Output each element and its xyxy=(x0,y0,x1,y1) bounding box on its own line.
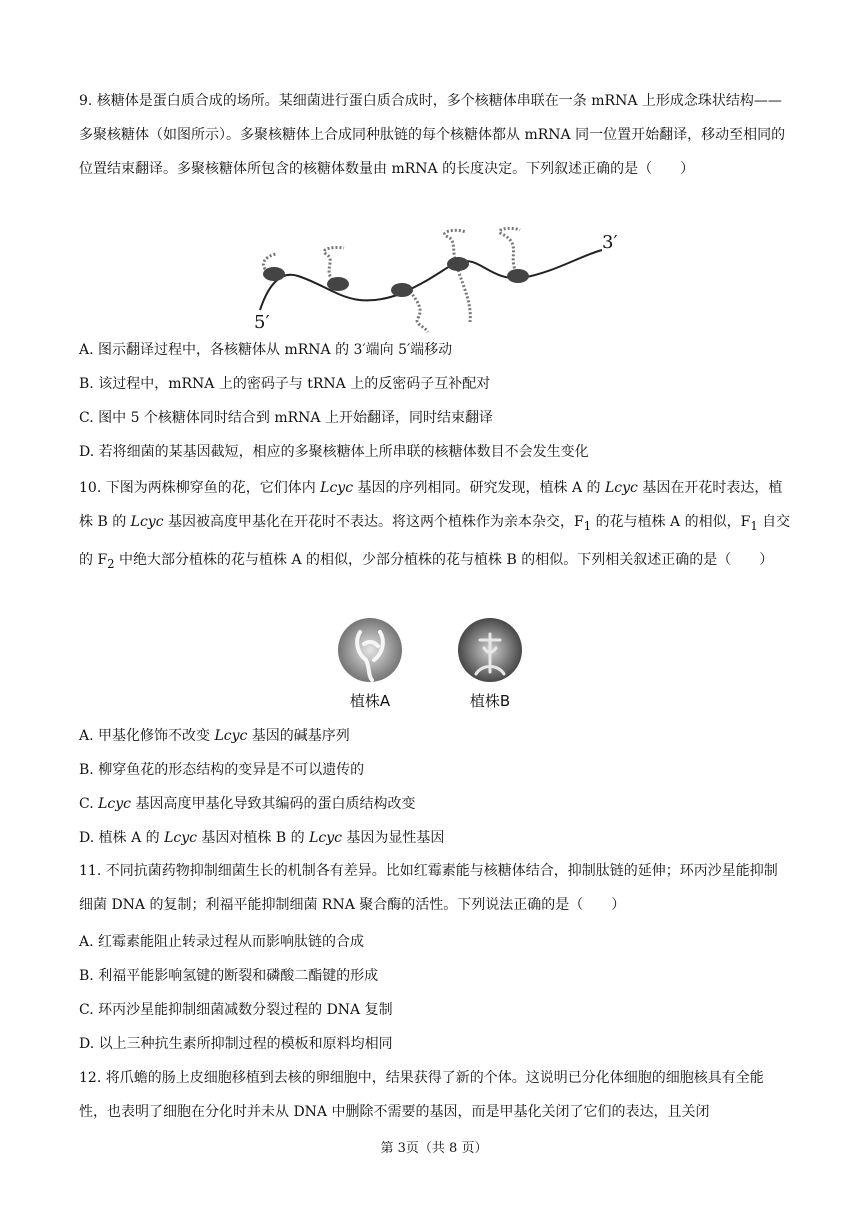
peptide-chain-2 xyxy=(324,247,344,280)
page-number-footer: 第 3页（共 8 页） xyxy=(380,1141,488,1156)
question-9-stem: 9. 核糖体是蛋白质合成的场所。某细菌进行蛋白质合成时，多个核糖体串联在一条 mRNA 上形成念珠状结构——多聚核糖体（如图所示）。多聚核糖体上合成同种肽链的每个核糖体都从 mRNA 同一位置开始翻译，移动至相同的位置结束翻译。多聚核糖体所包含的核糖体数量由 mRNA 的长度决定。下列叙述正确的是（ ） xyxy=(79,93,786,177)
question-9-option-a: A. 图示翻译过程中，各核糖体从 mRNA 的 3′端向 5′端移动 xyxy=(79,342,453,358)
question-10-option-b: B. 柳穿鱼花的形态结构的变异是不可以遗传的 xyxy=(79,762,365,778)
question-10-option-a: A. 甲基化修饰不改变 Lcyc 基因的碱基序列 xyxy=(79,728,350,744)
question-9-option-c: C. 图中 5 个核糖体同时结合到 mRNA 上开始翻译，同时结束翻译 xyxy=(79,410,493,426)
label-5-prime: 5′ xyxy=(254,312,270,333)
question-11-stem: 11. 不同抗菌药物抑制细菌生长的机制各有差异。比如红霉素能与核糖体结合，抑制肽链的延伸；环丙沙星能抑制细菌 DNA 的复制；利福平能抑制细菌 RNA 聚合酶的活性。下列说法正确的是（ ） xyxy=(79,863,778,913)
polyribosome-figure xyxy=(240,226,640,334)
question-11-option-c: C. 环丙沙星能抑制细菌减数分裂过程的 DNA 复制 xyxy=(79,1002,393,1018)
flower-a-label: 植株A xyxy=(349,692,391,710)
peptide-chain-5 xyxy=(458,270,470,322)
ribosome-5 xyxy=(507,269,529,283)
peptide-chain-3 xyxy=(408,288,428,332)
question-10-option-c: C. Lcyc 基因高度甲基化导致其编码的蛋白质结构改变 xyxy=(79,796,416,812)
question-11-option-b: B. 利福平能影响氢键的断裂和磷酸二酯键的形成 xyxy=(79,968,379,984)
ribosome-2 xyxy=(327,277,349,291)
label-3-prime: 3′ xyxy=(602,232,618,253)
question-10-option-d: D. 植株 A 的 Lcyc 基因对植株 B 的 Lcyc 基因为显性基因 xyxy=(79,830,445,846)
question-9-option-b: B. 该过程中，mRNA 上的密码子与 tRNA 上的反密码子互补配对 xyxy=(79,376,491,392)
ribosome-3 xyxy=(391,283,413,297)
question-10-stem: 10. 下图为两株柳穿鱼的花，它们体内 Lcyc 基因的序列相同。研究发现，植株 A 的 Lcyc 基因在开花时表达，植株 B 的 Lcyc 基因被高度甲基化在开花时不表达。将这两个植株作为亲本杂交，$F_1$ 的花与植株 A 的相似，$F_1$ 自交的 $F_2$ 中绝大部分植株的花与植株 A 的相似，少部分植株的花与植株 B 的相似。下列相关叙述正确的是（ ） xyxy=(79,480,791,571)
mrna-strand xyxy=(260,250,602,310)
question-11-option-d: D. 以上三种抗生素所抑制过程的模板和原料均相同 xyxy=(79,1036,393,1052)
question-12-stem: 12. 将爪蟾的肠上皮细胞移植到去核的卵细胞中，结果获得了新的个体。这说明已分化体细胞的细胞核具有全能性，也表明了细胞在分化时并未从 DNA 中删除不需要的基因，而是甲基化关闭了它们的表达，且关闭 xyxy=(79,1070,764,1120)
question-9-option-d: D. 若将细菌的某基因截短，相应的多聚核糖体上所串联的核糖体数目不会发生变化 xyxy=(79,444,589,460)
peptide-chain-6 xyxy=(500,228,520,272)
ribosome-1 xyxy=(263,267,285,281)
ribosome-4 xyxy=(447,257,469,271)
question-11-option-a: A. 红霉素能阻止转录过程从而影响肽链的合成 xyxy=(79,934,365,950)
flower-b-label: 植株B xyxy=(469,692,511,710)
flower-figure xyxy=(330,614,530,714)
